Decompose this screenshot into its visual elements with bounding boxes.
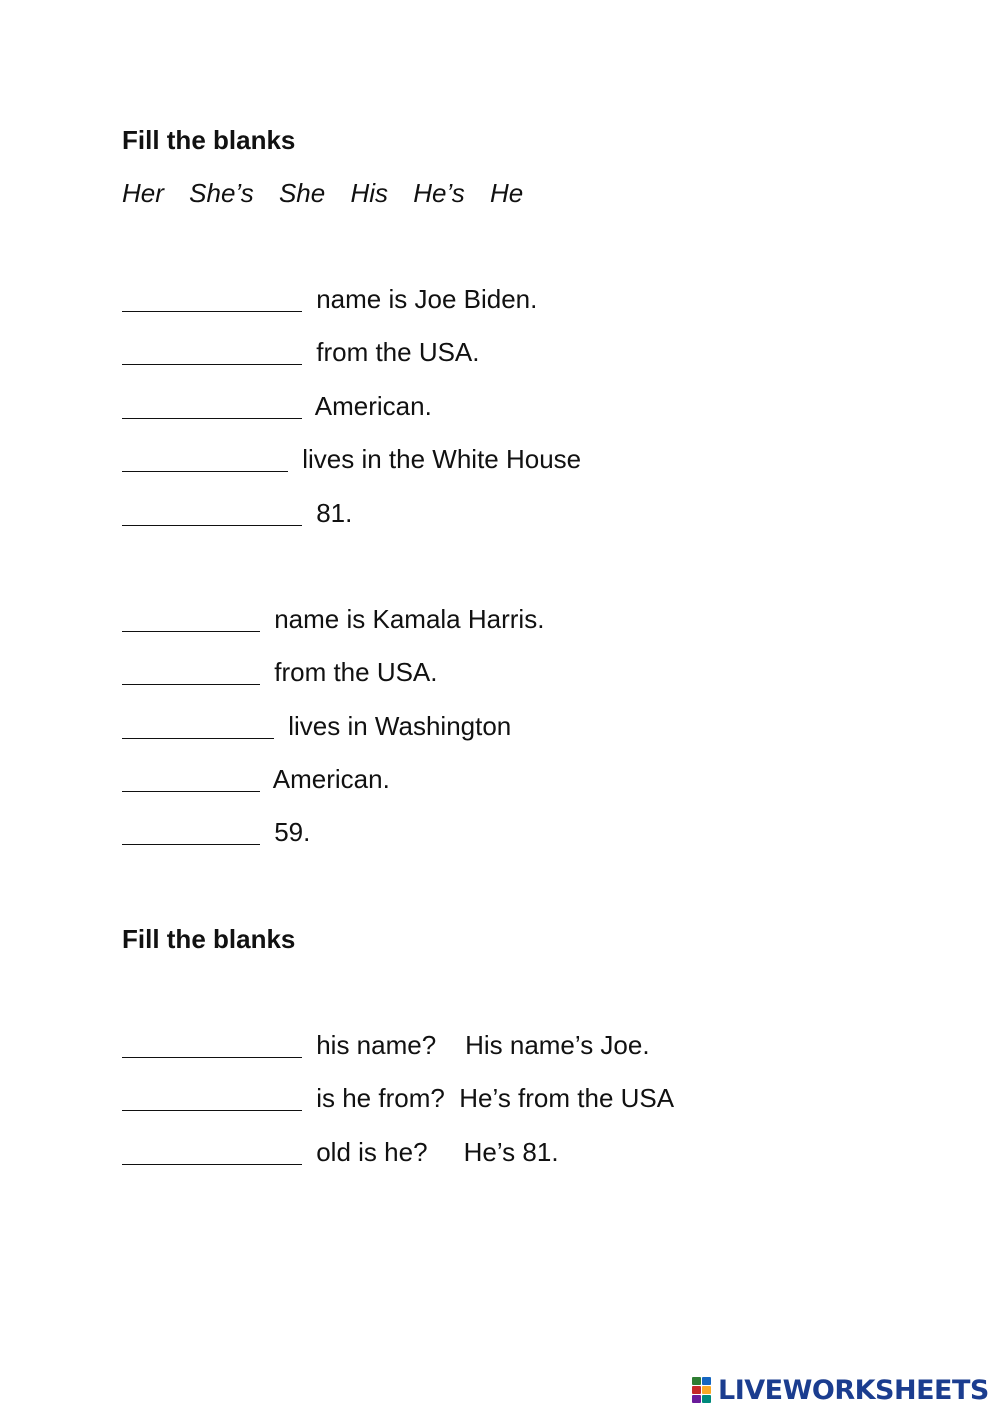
liveworksheets-logo	[692, 1374, 989, 1406]
logo-text: LIVEWORKSHEETS	[718, 1374, 989, 1406]
sentence-text: old is he? He’s 81.	[309, 1137, 559, 1167]
exercise-line	[122, 764, 390, 794]
answer-blank[interactable]	[122, 658, 260, 685]
exercise-line	[122, 391, 432, 421]
liveworksheets-logo-icon	[692, 1377, 714, 1403]
exercise-line	[122, 1137, 559, 1167]
exercise-line	[122, 337, 480, 367]
sentence-text: 59.	[267, 817, 311, 847]
answer-blank[interactable]	[122, 605, 260, 632]
sentence-text: lives in Washington	[281, 711, 512, 741]
sentence-text: American.	[309, 391, 432, 421]
exercise-line	[122, 498, 352, 528]
answer-blank[interactable]	[122, 499, 302, 526]
sentence-text: from the USA.	[309, 337, 480, 367]
sentence-text: name is Joe Biden.	[309, 284, 538, 314]
exercise-line	[122, 1030, 650, 1060]
answer-blank[interactable]	[122, 765, 260, 792]
sentence-text: from the USA.	[267, 657, 438, 687]
word-bank	[122, 178, 541, 208]
section2-heading: Fill the blanks	[122, 924, 296, 954]
sentence-text: his name? His name’s Joe.	[309, 1030, 650, 1060]
answer-blank[interactable]	[122, 712, 274, 739]
answer-blank[interactable]	[122, 818, 260, 845]
answer-blank[interactable]	[122, 338, 302, 365]
answer-blank[interactable]	[122, 445, 288, 472]
exercise-line	[122, 817, 310, 847]
exercise-line	[122, 604, 544, 634]
exercise-line	[122, 711, 511, 741]
word-bank-item: He	[490, 178, 524, 208]
exercise-line	[122, 657, 438, 687]
word-bank-item: She	[278, 178, 326, 208]
sentence-text: is he from? He’s from the USA	[309, 1083, 675, 1113]
word-bank-item: She’s	[189, 178, 254, 208]
sentence-text: name is Kamala Harris.	[267, 604, 545, 634]
sentence-text: American.	[267, 764, 390, 794]
exercise-line	[122, 1083, 674, 1113]
answer-blank[interactable]	[122, 285, 302, 312]
answer-blank[interactable]	[122, 1138, 302, 1165]
word-bank-item: His	[350, 178, 389, 208]
exercise-line	[122, 444, 581, 474]
sentence-text: lives in the White House	[295, 444, 582, 474]
answer-blank[interactable]	[122, 1084, 302, 1111]
section1-heading: Fill the blanks	[122, 125, 296, 155]
word-bank-item: He’s	[413, 178, 465, 208]
answer-blank[interactable]	[122, 1031, 302, 1058]
word-bank-item: Her	[122, 178, 164, 208]
answer-blank[interactable]	[122, 392, 302, 419]
exercise-line	[122, 284, 537, 314]
sentence-text: 81.	[309, 498, 353, 528]
